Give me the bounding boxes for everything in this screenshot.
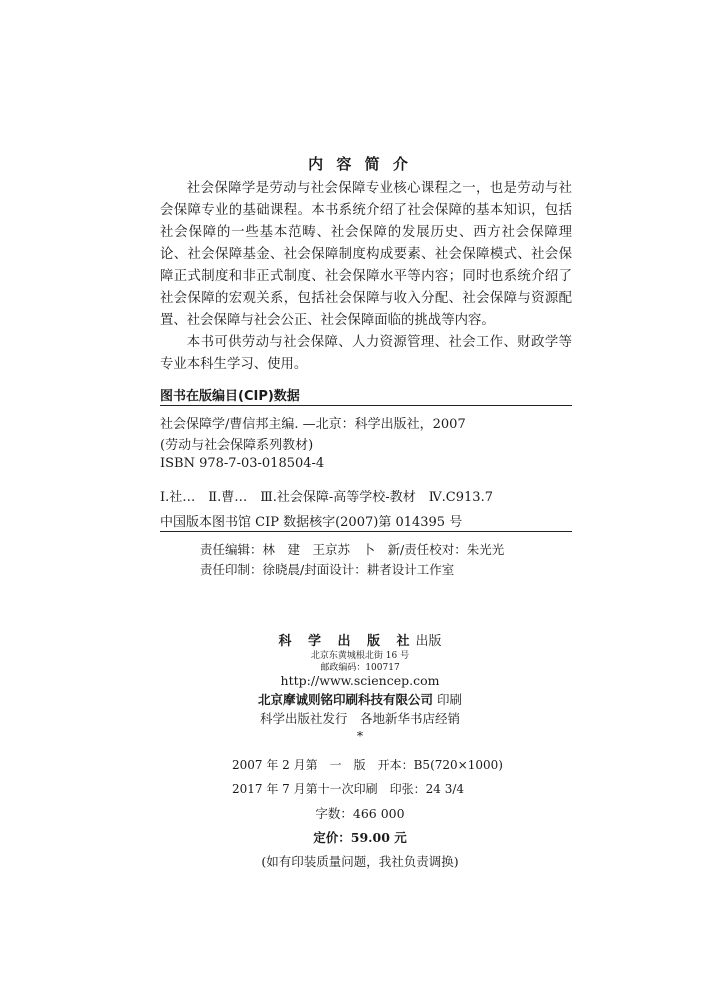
- cip-top-rule: [160, 405, 572, 406]
- publisher-line: [0, 630, 720, 649]
- spec-edition: 2007 年 2 月第 一 版 开本：B5(720×1000): [232, 758, 503, 772]
- quality-note: (如有印装质量问题，我社负责调换): [261, 854, 459, 869]
- intro-paragraph-2: 本书可供劳动与社会保障、人力资源管理、社会工作、财政学等专业本科生学习、使用。: [160, 335, 572, 372]
- cip-isbn: ISBN 978-7-03-018504-4: [160, 456, 325, 471]
- credits-print: 责任印制：徐晓晨/封面设计：耕者设计工作室: [200, 562, 455, 577]
- cip-classification: Ⅰ.社… Ⅱ.曹… Ⅲ.社会保障-高等学校-教材 Ⅳ.C913.7: [160, 490, 493, 505]
- cip-bottom-rule: [160, 531, 572, 532]
- price: 定价：59.00 元: [313, 830, 407, 845]
- printer-line: [0, 690, 720, 708]
- printer-suffix: 印刷: [436, 692, 462, 707]
- cip-line-1: 社会保障学/曹信邦主编. —北京：科学出版社，2007: [160, 417, 466, 432]
- intro-paragraph-1: 社会保障学是劳动与社会保障专业核心课程之一，也是劳动与社会保障专业的基础课程。本书系统介绍了社会保障的基本知识，包括社会保障的一些基本范畴、社会保障的发展历史、西方社会保障理论、社会保障基金、社会保障制度构成要素、社会保障模式、社会保障正式制度和非正式制度、社会保障水平等内容；同时也系统介绍了社会保障的宏观关系，包括社会保障与收入分配、社会保障与资源配置、社会保障与社会公正、社会保障面临的挑战等内容。: [160, 181, 572, 328]
- publisher-suffix: 出版: [415, 634, 442, 649]
- intro-title: 内 容 简 介: [308, 155, 412, 173]
- spec-printing: 2017 年 7 月第十一次印刷 印张：24 3/4: [232, 782, 465, 796]
- distribution-line: 科学出版社发行 各地新华书店经销: [259, 711, 460, 726]
- cip-line-2: (劳动与社会保障系列教材): [160, 438, 314, 453]
- cip-core-data: 中国版本图书馆 CIP 数据核字(2007)第 014395 号: [160, 515, 463, 530]
- publisher-postcode: 邮政编码：100717: [320, 663, 400, 673]
- cip-title: 图书在版编目(CIP)数据: [160, 389, 300, 404]
- publisher-name: 科 学 出 版 社: [278, 634, 416, 649]
- publisher-url: http://www.sciencep.com: [280, 673, 440, 688]
- credits-editors: 责任编辑：林 建 王京苏 卜 新/责任校对：朱光光: [200, 542, 505, 557]
- separator-star: *: [356, 728, 364, 743]
- spec-word-count: 字数：466 000: [315, 806, 405, 821]
- publisher-address: 北京东黄城根北街 16 号: [310, 651, 410, 661]
- printer-name: 北京摩诚则铭印刷科技有限公司: [257, 692, 433, 707]
- intro-section: [160, 178, 572, 376]
